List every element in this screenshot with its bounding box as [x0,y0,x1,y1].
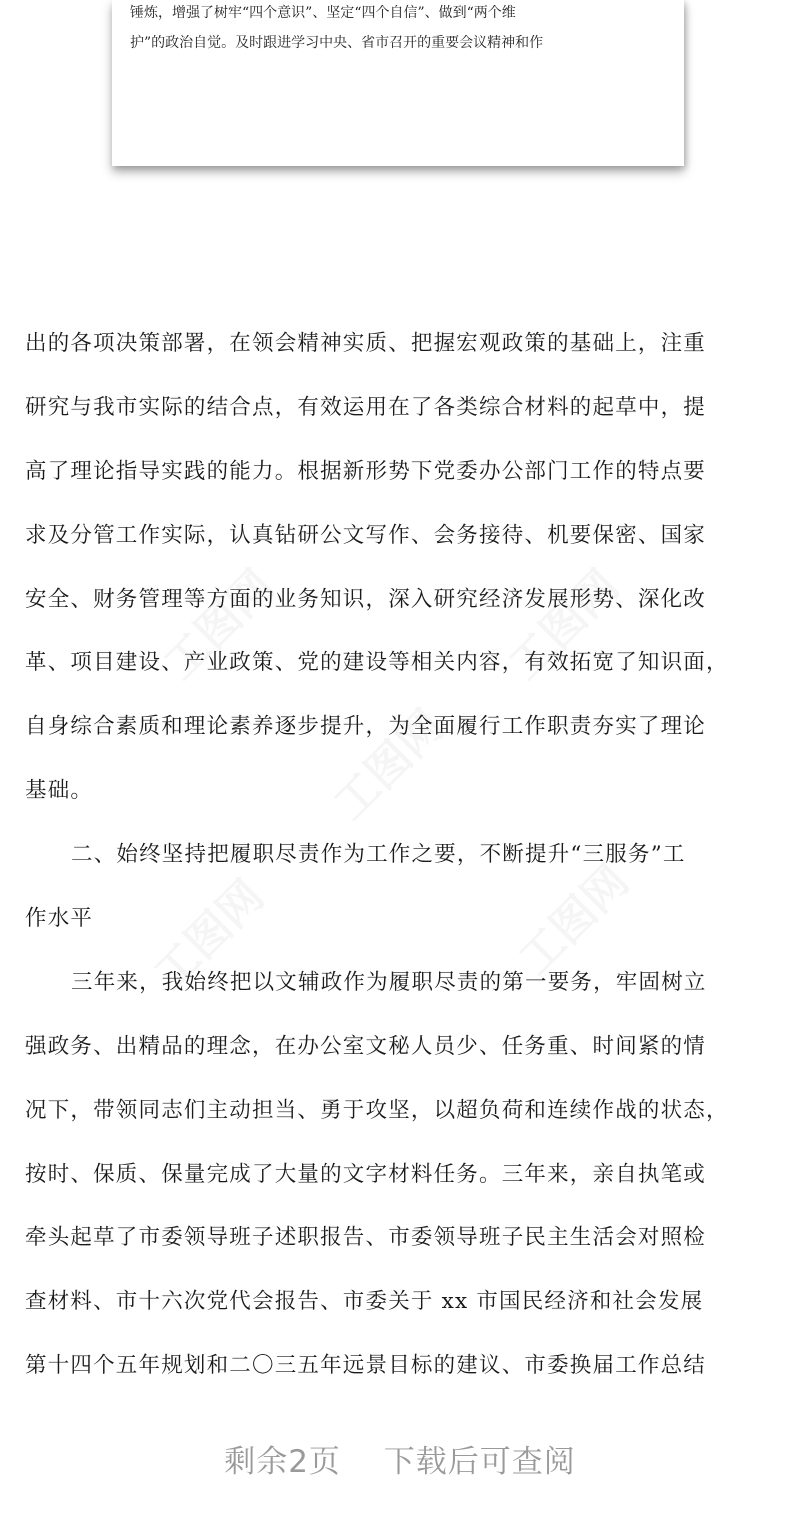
preview-line: 护”的政治自觉。及时跟进学习中央、省市召开的重要会议精神和作 [130,35,544,51]
body-line: 第十四个五年规划和二〇三五年远景目标的建议、市委换届工作总结 [25,1353,707,1379]
body-line: 求及分管工作实际，认真钻研公文写作、会务接待、机要保密、国家 [25,522,707,548]
section-heading-continued: 作水平 [25,906,94,932]
body-line: 按时、保质、保量完成了大量的文字材料任务。三年来，亲自执笔或 [25,1161,707,1187]
document-body [25,312,785,1398]
body-line: 高了理论指导实践的能力。根据新形势下党委办公部门工作的特点要 [25,458,707,484]
body-line: 牵头起草了市委领导班子述职报告、市委领导班子民主生活会对照检 [25,1225,707,1251]
body-line: 安全、财务管理等方面的业务知识，深入研究经济发展形势、深化改 [25,586,707,612]
body-line: 三年来，我始终把以文辅政作为履职尽责的第一要务，牢固树立 [71,969,707,995]
watermark: 工图网 [499,560,629,690]
preview-line: 锤炼，增强了树牢“四个意识”、坚定“四个自信”、做到“两个维 [130,5,516,21]
remaining-pages-label: 剩余2页 [224,1444,341,1480]
body-line: 基础。 [25,778,94,804]
watermark: 工图网 [154,560,284,690]
watermark: 工图网 [509,855,639,985]
download-to-view-label[interactable]: 下载后可查阅 [383,1444,576,1480]
document-page-preview [112,0,684,166]
body-line: 自身综合素质和理论素养逐步提升，为全面履行工作职责夯实了理论 [25,714,707,740]
page-preview-text [130,0,670,58]
section-heading: 二、始终坚持把履职尽责作为工作之要，不断提升“三服务”工 [71,842,686,868]
watermark: 工图网 [324,700,454,830]
body-line: 强政务、出精品的理念，在办公室文秘人员少、任务重、时间紧的情 [25,1033,707,1059]
body-line: 查材料、市十六次党代会报告、市委关于 xx 市国民经济和社会发展 [25,1289,704,1315]
watermark: 工图网 [144,870,274,1000]
body-line: 研究与我市实际的结合点，有效运用在了各类综合材料的起草中，提 [25,394,707,420]
download-prompt[interactable] [0,1436,800,1481]
body-line: 出的各项决策部署，在领会精神实质、把握宏观政策的基础上，注重 [25,331,707,356]
body-line: 革、项目建设、产业政策、党的建设等相关内容，有效拓宽了知识面， [25,650,729,676]
body-line: 况下，带领同志们主动担当、勇于攻坚，以超负荷和连续作战的状态， [25,1097,729,1123]
